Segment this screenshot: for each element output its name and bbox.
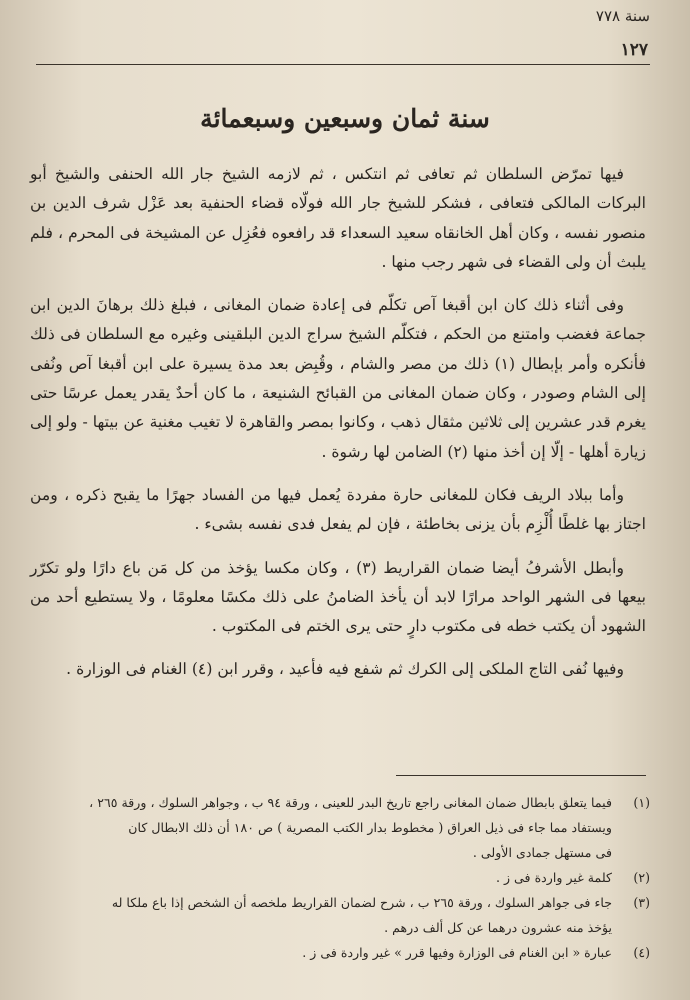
page-number: ١٢٧	[620, 40, 648, 60]
body-text	[30, 160, 646, 685]
footnote-number: (١)	[633, 795, 650, 810]
paragraph: وأما ببلاد الريف فكان للمغانى حارة مفردة يُعمل فيها من الفساد جهرًا ما يقبح ذكره ، ومن اجتاز بها غلطًا أُلْزِم بأن يزنى بخاطئة ، فإن لم يفعل فدى نفسه بشىء .	[30, 485, 646, 534]
footnote-text	[30, 790, 612, 865]
chapter-title: سنة ثمان وسبعين وسبعمائة	[200, 104, 490, 133]
footnote-text	[30, 865, 612, 890]
running-head	[300, 0, 650, 32]
paragraph: وأبطل الأشرفُ أيضا ضمان القراريط (٣) ، وكان مكسا يؤخذ من كل مَن باع دارًا ولو تكرّر بيعها فى الشهر الواحد مرارًا لابد أن يأخذ الضامنُ على ذلك مكسًا معلومًا ، ولا يستطيع أحد من الشهود أن يكتب خطه فى مكتوب دارٍ حتى يرى الختم فى المكتوب .	[30, 558, 646, 636]
footnote-number: (٢)	[633, 870, 650, 885]
footnote-line: جاء فى جواهر السلوك ، ورقة ٢٦٥ ب ، شرح لضمان القراريط ملخصه أن الشخص إذا باع ملكا له	[111, 895, 612, 910]
footnote-line: يؤخذ منه عشرون درهما عن كل ألف درهم .	[384, 920, 612, 935]
footnote	[30, 890, 650, 940]
footnote	[30, 790, 650, 865]
paragraph: وفى أثناء ذلك كان ابن أقبغا آص تكلّم فى إعادة ضمان المغانى ، فبلغ ذلك برهانَ الدين ابن جماعة فغضب وامتنع من الحكم ، فتكلّم الشيخ سراج الدين البلقينى وغيره مع السلطان فى ذلك فأنكره وأمر بإبطال (١) ذلك من مصر والشام ، وقُبِض بعد مدة يسيرة على ابن أقبغا آص ونُفى إلى الشام وصودر ، وكان ضمان المغانى من القبائح الشنيعة ، ما كان أحدٌ يقدر يعمل عرسًا حتى يغرم قدر عشرين إلى ثلاثين مثقال ذهب ، وكانوا بمصر والقاهرة لا تغيب مغنية عن بيتها - ولو إلى زيارة أهلها - إلّا إن أخذ منها (٢) الضامن لها رشوة .	[30, 296, 646, 461]
running-title: سنة ٧٧٨	[595, 7, 650, 25]
footnote-line: ويستفاد مما جاء فى ذيل العراق ( مخطوط بدار الكتب المصرية ) ص ١٨٠ أن ذلك الابطال كان	[128, 820, 612, 835]
footnote-text	[30, 890, 612, 940]
footnote-line: كلمة غير واردة فى ز .	[495, 870, 612, 885]
footnote-number: (٤)	[633, 945, 650, 960]
footnote-rule	[396, 775, 646, 776]
footnote-number: (٣)	[633, 895, 650, 910]
paragraph: وفيها نُفى التاج الملكى إلى الكرك ثم شفع فيه فأعيد ، وقرر ابن (٤) الغنام فى الوزارة .	[66, 660, 624, 679]
footnotes	[30, 790, 650, 965]
footnote-text	[30, 940, 612, 965]
footnote-line: فيما يتعلق بابطال ضمان المغانى راجع تاريخ البدر للعينى ، ورقة ٩٤ ب ، وجواهر السلوك ، ورقة ٢٦٥ ،	[89, 795, 612, 810]
paragraph: فيها تمرّض السلطان ثم تعافى ثم انتكس ، ثم لازمه الشيخ جار الله الحنفى والشيخ أبو البركات المالكى فتعافى ، فشكر للشيخ جار الله فولّاه قضاء الحنفية بعد عَزْل شرف الدين بن منصور نفسه ، وكان أهل الخانقاه سعيد السعداء قد رافعوه فعُزِل عن المشيخة فى المحرم ، فلم يلبث أن ولى القضاء فى شهر رجب منها .	[30, 165, 646, 271]
footnote	[30, 865, 650, 890]
header-rule	[36, 64, 650, 65]
footnote	[30, 940, 650, 965]
footnote-line: عبارة « ابن الغنام فى الوزارة وفيها قرر » غير واردة فى ز .	[302, 945, 612, 960]
footnote-line: فى مستهل جمادى الأولى .	[472, 845, 612, 860]
